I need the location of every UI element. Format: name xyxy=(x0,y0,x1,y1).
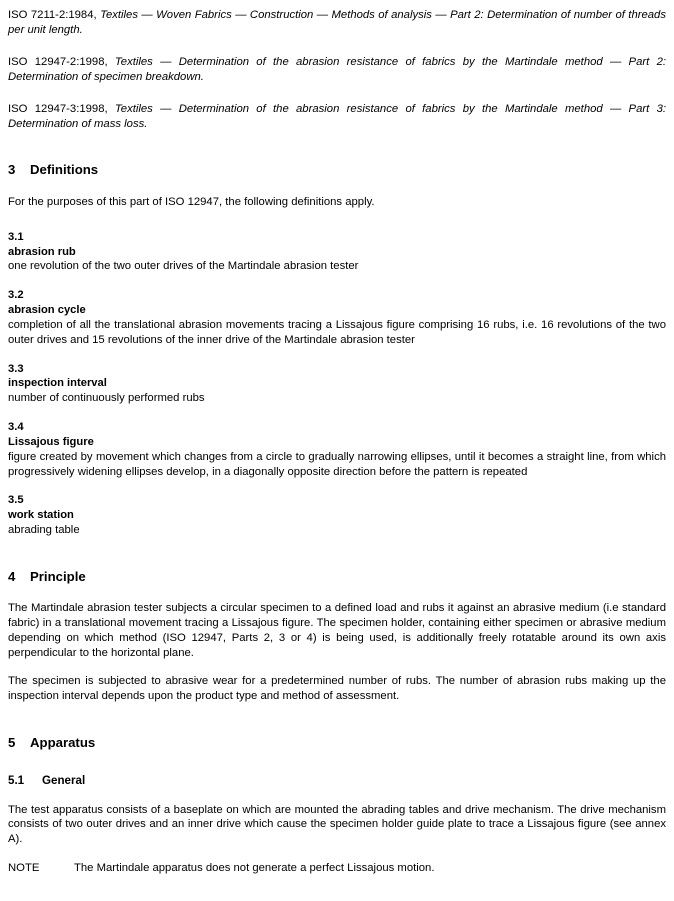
definition-text: abrading table xyxy=(8,524,80,537)
apparatus-general-paragraph: The test apparatus consists of a baseplate on which are mounted the abrading tables and drive mechanism. The drive mechanism consists of two outer drives and an inner drive which cause the specimen holder guide plate to trace a Lissajous figure (see annex A). xyxy=(8,803,666,846)
definition-term: inspection interval xyxy=(8,377,107,390)
reference-title: Textiles — Determination of the abrasion resistance of fabrics by the Martindale method — Part 2: Determination of specimen breakdown. xyxy=(8,55,666,83)
definition-3-4 xyxy=(8,420,666,479)
definition-text: number of continuously performed rubs xyxy=(8,392,205,405)
definition-text: completion of all the translational abrasion movements tracing a Lissajous figure comprising 16 rubs, i.e. 16 revolutions of the two outer drives and 15 revolutions of the inner drive of the Martindale abrasion tester xyxy=(8,318,666,346)
definition-number: 3.4 xyxy=(8,421,24,434)
principle-paragraph-2: The specimen is subjected to abrasive wear for a predetermined number of rubs. The number of abrasion rubs making up the inspection interval depends upon the product type and method of assessment. xyxy=(8,674,666,702)
definition-number: 3.2 xyxy=(8,289,24,302)
subclause-title: General xyxy=(42,774,86,788)
definition-number: 3.3 xyxy=(8,362,24,375)
clause-title: Principle xyxy=(30,568,86,584)
note-label: NOTE xyxy=(8,862,40,875)
reference-title: Textiles — Woven Fabrics — Construction — Methods of analysis — Part 2: Determination of number of threads per unit length. xyxy=(8,9,666,36)
apparatus-note xyxy=(8,861,666,876)
reference-prefix: ISO 12947-3:1998, xyxy=(8,102,115,115)
definition-3-3 xyxy=(8,362,666,406)
reference-iso12947-3 xyxy=(8,102,666,132)
definition-term: abrasion rub xyxy=(8,245,76,258)
definition-3-2 xyxy=(8,288,666,347)
reference-title: Textiles — Determination of the abrasion resistance of fabrics by the Martindale method — Part 3: Determination of mass loss. xyxy=(8,102,666,130)
definition-term: abrasion cycle xyxy=(8,304,86,317)
clause-heading-definitions xyxy=(8,161,666,178)
definition-number: 3.1 xyxy=(8,230,24,243)
clause-heading-apparatus xyxy=(8,734,666,751)
subclause-number: 5.1 xyxy=(8,774,25,788)
definition-3-1 xyxy=(8,230,666,274)
subclause-heading-general xyxy=(8,773,666,788)
clause-title: Definitions xyxy=(30,162,99,178)
definition-term: Lissajous figure xyxy=(8,435,94,448)
clause-title: Apparatus xyxy=(30,734,96,750)
definition-text: one revolution of the two outer drives of the Martindale abrasion tester xyxy=(8,260,359,273)
reference-iso7211-2 xyxy=(8,8,666,38)
definitions-intro: For the purposes of this part of ISO 12947, the following definitions apply. xyxy=(8,195,375,208)
reference-prefix: ISO 7211-2:1984, xyxy=(8,9,101,21)
definition-number: 3.5 xyxy=(8,494,24,507)
definition-3-5 xyxy=(8,493,666,537)
clause-number: 5 xyxy=(8,734,16,750)
definition-text: figure created by movement which changes from a circle to gradually narrowing ellipses, until it becomes a straight line, from which progressively widening ellipses develop, in a diagonally opposite direction before the pattern is repeated xyxy=(8,450,666,478)
definition-term: work station xyxy=(8,509,74,522)
reference-iso12947-2 xyxy=(8,55,666,85)
clause-number: 3 xyxy=(8,162,16,178)
clause-heading-principle xyxy=(8,568,666,585)
note-text: The Martindale apparatus does not generate a perfect Lissajous motion. xyxy=(74,862,435,875)
clause-number: 4 xyxy=(8,568,16,584)
principle-paragraph-1: The Martindale abrasion tester subjects a circular specimen to a defined load and rubs it against an abrasive medium (i.e standard fabric) in a translational movement tracing a Lissajous figure. The specimen holder, containing either specimen or abrasive medium depending on which method (ISO 12947, Parts 2, 3 or 4) is being used, is additionally freely rotatable around its own axis perpendicular to the horizontal plane. xyxy=(8,602,666,660)
reference-prefix: ISO 12947-2:1998, xyxy=(8,55,115,68)
